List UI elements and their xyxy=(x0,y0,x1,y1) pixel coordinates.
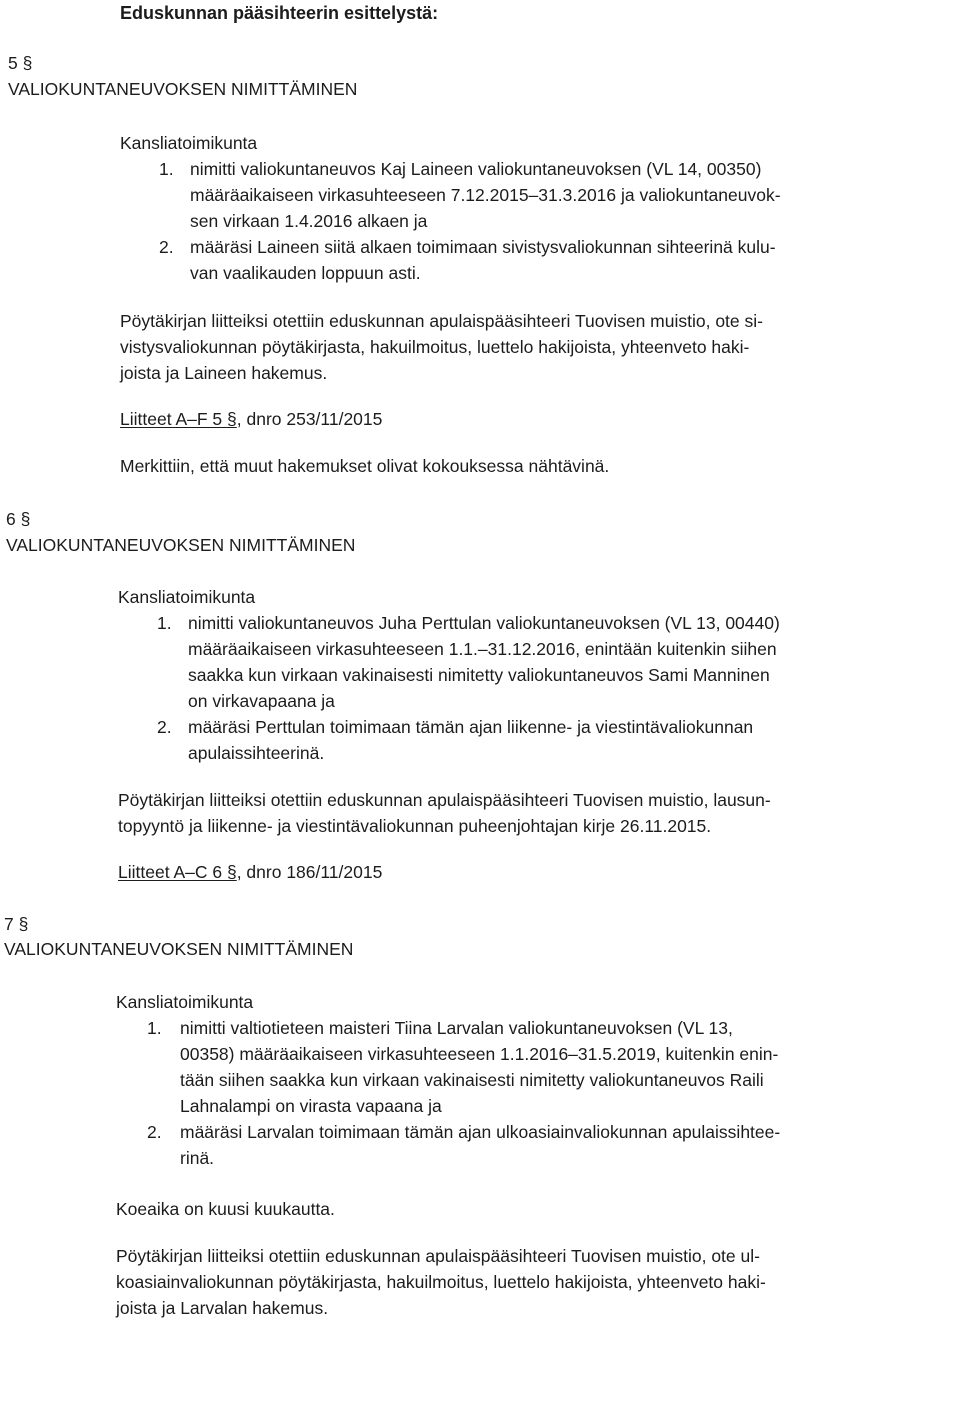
section-7-item-1-line-4: Lahnalampi on virasta vapaana ja xyxy=(180,1096,442,1116)
section-5-item-1-line-1: nimitti valiokuntaneuvos Kaj Laineen valiokuntaneuvoksen (VL 14, 00350) xyxy=(190,159,762,179)
section-6-attachments xyxy=(118,861,382,883)
section-6-body-label: Kansliatoimikunta xyxy=(118,587,256,607)
section-5-para-line-3: joista ja Laineen hakemus. xyxy=(120,363,328,383)
section-6-item-1-line-1: nimitti valiokuntaneuvos Juha Perttulan valiokuntaneuvoksen (VL 13, 00440) xyxy=(188,613,780,633)
section-5-item-2-line-1: määräsi Laineen siitä alkaen toimimaan sivistysvaliokunnan sihteerinä kulu- xyxy=(190,237,776,257)
section-7-trial-period: Koeaika on kuusi kuukautta. xyxy=(116,1199,335,1219)
section-7-item-1-number: 1. xyxy=(147,1018,162,1038)
section-6-number: 6 § xyxy=(6,509,31,529)
section-6-item-1-line-4: on virkavapaana ja xyxy=(188,691,335,711)
section-5-item-2-number: 2. xyxy=(159,237,174,257)
section-5-title: VALIOKUNTANEUVOKSEN NIMITTÄMINEN xyxy=(8,79,358,99)
section-7-number: 7 § xyxy=(4,914,29,934)
section-5-item-1-line-3: sen virkaan 1.4.2016 alkaen ja xyxy=(190,211,428,231)
section-6-attachments-link[interactable]: Liitteet A–C 6 § xyxy=(118,862,237,882)
section-5-item-2-line-2: van vaalikauden loppuun asti. xyxy=(190,263,421,283)
section-6-item-2-number: 2. xyxy=(157,717,172,737)
section-7-body-label: Kansliatoimikunta xyxy=(116,992,254,1012)
page-heading: Eduskunnan pääsihteerin esittelystä: xyxy=(120,3,439,23)
section-5-item-1-line-2: määräaikaiseen virkasuhteeseen 7.12.2015–31.3.2016 ja valiokuntaneuvok- xyxy=(190,185,781,205)
section-6-para-line-1: Pöytäkirjan liitteiksi otettiin eduskunnan apulaispääsihteeri Tuovisen muistio, lausun- xyxy=(118,790,771,810)
section-7-para-line-2: koasiainvaliokunnan pöytäkirjasta, hakuilmoitus, luettelo hakijoista, yhteenveto haki- xyxy=(116,1272,766,1292)
section-5-number: 5 § xyxy=(8,53,33,73)
section-5-note: Merkittiin, että muut hakemukset olivat kokouksessa nähtävinä. xyxy=(120,456,610,476)
section-5-para-line-2: vistysvaliokunnan pöytäkirjasta, hakuilmoitus, luettelo hakijoista, yhteenveto haki- xyxy=(120,337,750,357)
section-7-item-1-line-2: 00358) määräaikaiseen virkasuhteeseen 1.1.2016–31.5.2019, kuitenkin enin- xyxy=(180,1044,779,1064)
section-5-para-line-1: Pöytäkirjan liitteiksi otettiin eduskunnan apulaispääsihteeri Tuovisen muistio, ote si- xyxy=(120,311,763,331)
section-7-item-1-line-3: tään siihen saakka kun virkaan vakinaisesti nimitetty valiokuntaneuvos Raili xyxy=(180,1070,764,1090)
section-6-attachments-dnro: , dnro 186/11/2015 xyxy=(236,862,383,882)
section-7-item-2-number: 2. xyxy=(147,1122,162,1142)
section-6-para-line-2: topyyntö ja liikenne- ja viestintävaliokunnan puheenjohtajan kirje 26.11.2015. xyxy=(118,816,712,836)
section-5-attachments-link[interactable]: Liitteet A–F 5 § xyxy=(120,409,237,429)
section-5-body-label: Kansliatoimikunta xyxy=(120,133,258,153)
section-6-title: VALIOKUNTANEUVOKSEN NIMITTÄMINEN xyxy=(6,535,356,555)
section-7-para-line-1: Pöytäkirjan liitteiksi otettiin eduskunnan apulaispääsihteeri Tuovisen muistio, ote ul- xyxy=(116,1246,760,1266)
section-5-item-1-number: 1. xyxy=(159,159,174,179)
section-7-item-2-line-2: rinä. xyxy=(180,1148,215,1168)
section-6-item-1-number: 1. xyxy=(157,613,172,633)
section-7-item-1-line-1: nimitti valtiotieteen maisteri Tiina Larvalan valiokuntaneuvoksen (VL 13, xyxy=(180,1018,733,1038)
section-7-item-2-line-1: määräsi Larvalan toimimaan tämän ajan ulkoasiainvaliokunnan apulaissihtee- xyxy=(180,1122,781,1142)
section-6-item-1-line-3: saakka kun virkaan vakinaisesti nimitetty valiokuntaneuvos Sami Manninen xyxy=(188,665,770,685)
section-6-item-2-line-2: apulaissihteerinä. xyxy=(188,743,325,763)
section-6-item-2-line-1: määräsi Perttulan toimimaan tämän ajan liikenne- ja viestintävaliokunnan xyxy=(188,717,754,737)
section-7-title: VALIOKUNTANEUVOKSEN NIMITTÄMINEN xyxy=(4,939,354,959)
section-5-attachments-dnro: , dnro 253/11/2015 xyxy=(236,409,383,429)
section-7-para-line-3: joista ja Larvalan hakemus. xyxy=(116,1298,329,1318)
section-6-item-1-line-2: määräaikaiseen virkasuhteeseen 1.1.–31.12.2016, enintään kuitenkin siihen xyxy=(188,639,777,659)
section-5-attachments xyxy=(120,408,382,430)
